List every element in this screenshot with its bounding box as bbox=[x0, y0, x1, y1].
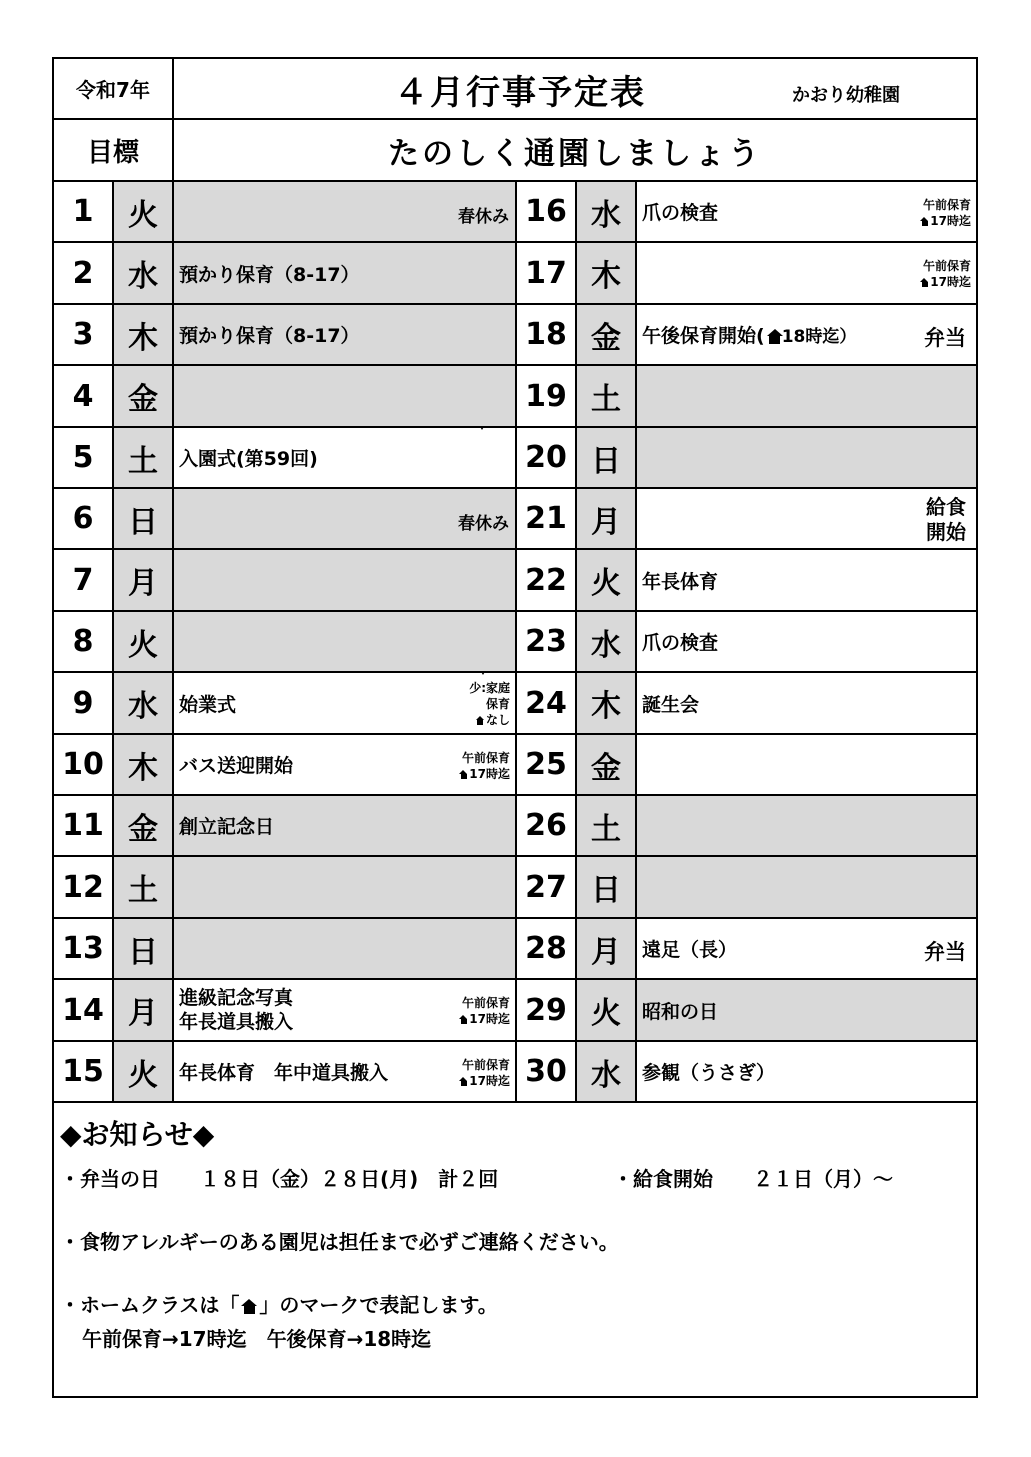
home-icon bbox=[459, 1015, 468, 1024]
event-text-time: 18時迄） bbox=[781, 327, 857, 347]
day-number: 15 bbox=[54, 1042, 114, 1103]
event-text: 預かり保育（8-17） bbox=[179, 325, 360, 347]
event-text: 爪の検査 bbox=[642, 632, 719, 654]
bento-label: 弁当 bbox=[924, 940, 966, 964]
event-text: 始業式 bbox=[179, 693, 237, 716]
note-text: 午前保育 bbox=[922, 259, 971, 273]
notice-section bbox=[54, 1103, 976, 1396]
note-text: 午前保育 bbox=[461, 750, 510, 765]
day-of-week: 日 bbox=[114, 919, 174, 980]
note-line bbox=[459, 1073, 510, 1089]
day-number: 5 bbox=[54, 428, 114, 489]
note-line bbox=[469, 696, 510, 712]
event-cell bbox=[637, 366, 976, 428]
event-text: 年長体育 年中道具搬入 bbox=[179, 1062, 389, 1084]
day-of-week: 土 bbox=[114, 857, 174, 919]
note-text: 保育 bbox=[485, 697, 510, 711]
note-text: 17時迄 bbox=[930, 275, 971, 289]
day-of-week: 火 bbox=[114, 1042, 174, 1103]
day-number: 16 bbox=[517, 182, 577, 243]
event-cell bbox=[174, 980, 517, 1042]
day-number: 9 bbox=[54, 673, 114, 735]
event-text: 遠足（長） bbox=[642, 939, 738, 961]
day-number: 19 bbox=[517, 366, 577, 428]
event-text: 年長道具搬入 bbox=[179, 1011, 294, 1033]
event-cell bbox=[637, 182, 976, 243]
day-number: 30 bbox=[517, 1042, 577, 1103]
home-icon bbox=[920, 217, 929, 226]
event-text: 入園式(第59回) bbox=[179, 448, 318, 470]
day-number: 23 bbox=[517, 612, 577, 673]
home-icon bbox=[459, 1077, 468, 1086]
note-line bbox=[459, 995, 510, 1011]
event-text: 進級記念写真 bbox=[179, 987, 294, 1009]
day-number: 11 bbox=[54, 796, 114, 857]
event-text: 預かり保育（8-17） bbox=[179, 263, 360, 286]
event-cell bbox=[637, 489, 976, 550]
day-number: 6 bbox=[54, 489, 114, 550]
home-icon bbox=[476, 716, 485, 725]
note-text: 17時迄 bbox=[469, 1012, 510, 1026]
day-of-week: 月 bbox=[114, 980, 174, 1042]
day-number: 7 bbox=[54, 550, 114, 612]
day-of-week: 水 bbox=[114, 673, 174, 735]
day-of-week: 金 bbox=[577, 735, 637, 796]
note-line bbox=[920, 197, 971, 213]
day-of-week: 月 bbox=[114, 550, 174, 612]
schedule-sheet bbox=[52, 57, 978, 1398]
home-icon bbox=[767, 329, 780, 341]
day-number: 28 bbox=[517, 919, 577, 980]
event-cell bbox=[637, 857, 976, 919]
note-text: 午前保育 bbox=[922, 197, 971, 212]
day-number: 21 bbox=[517, 489, 577, 550]
note-text: 17時迄 bbox=[469, 766, 510, 781]
event-cell bbox=[174, 673, 517, 735]
day-of-week: 月 bbox=[577, 489, 637, 550]
day-of-week: 日 bbox=[114, 489, 174, 550]
note-text: 少:家庭 bbox=[469, 681, 510, 695]
day-number: 8 bbox=[54, 612, 114, 673]
day-of-week: 水 bbox=[114, 243, 174, 305]
event-cell bbox=[174, 305, 517, 366]
event-cell bbox=[174, 428, 517, 489]
lunch-start-label bbox=[926, 495, 966, 545]
day-of-week: 土 bbox=[577, 796, 637, 857]
event-text: 誕生会 bbox=[642, 693, 700, 716]
event-cell bbox=[637, 796, 976, 857]
day-of-week: 水 bbox=[577, 1042, 637, 1103]
note-line bbox=[459, 1011, 510, 1027]
notice-homeclass bbox=[60, 1289, 498, 1318]
event-cell bbox=[637, 243, 976, 305]
day-of-week: 火 bbox=[114, 182, 174, 243]
day-of-week: 水 bbox=[577, 182, 637, 243]
notice-allergy: ・食物アレルギーのある園児は担任まで必ずご連絡ください。 bbox=[60, 1230, 619, 1254]
day-number: 12 bbox=[54, 857, 114, 919]
day-of-week: 金 bbox=[114, 796, 174, 857]
day-of-week: 木 bbox=[114, 735, 174, 796]
day-of-week: 金 bbox=[114, 366, 174, 428]
note-line bbox=[459, 750, 510, 766]
event-cell bbox=[174, 735, 517, 796]
event-note bbox=[459, 750, 510, 782]
era-label: 令和7年 bbox=[54, 59, 174, 120]
event-cell bbox=[174, 612, 517, 673]
day-number: 13 bbox=[54, 919, 114, 980]
notice-times: 午前保育→17時迄 午後保育→18時迄 bbox=[82, 1327, 432, 1351]
event-cell bbox=[637, 1042, 976, 1103]
day-number: 2 bbox=[54, 243, 114, 305]
bento-label: 弁当 bbox=[924, 326, 966, 350]
day-of-week: 木 bbox=[577, 673, 637, 735]
day-number: 14 bbox=[54, 980, 114, 1042]
event-cell bbox=[174, 919, 517, 980]
event-text: 参観（うさぎ） bbox=[642, 1062, 776, 1084]
page-title: ４月行事予定表 bbox=[394, 73, 646, 113]
home-icon bbox=[241, 1299, 257, 1314]
event-cell bbox=[637, 612, 976, 673]
goal-text: たのしく通園しましょう bbox=[174, 120, 976, 182]
day-of-week: 金 bbox=[577, 305, 637, 366]
day-number: 24 bbox=[517, 673, 577, 735]
day-number: 26 bbox=[517, 796, 577, 857]
day-of-week: 火 bbox=[114, 612, 174, 673]
event-cell bbox=[637, 980, 976, 1042]
title-cell bbox=[174, 59, 976, 120]
event-text: バス送迎開始 bbox=[179, 755, 294, 777]
day-number: 22 bbox=[517, 550, 577, 612]
day-of-week: 日 bbox=[577, 428, 637, 489]
note-line bbox=[469, 680, 510, 696]
event-cell bbox=[637, 305, 976, 366]
note-text: なし bbox=[485, 713, 510, 727]
day-number: 10 bbox=[54, 735, 114, 796]
day-number: 17 bbox=[517, 243, 577, 305]
lunch-start-line: 給食 bbox=[926, 495, 966, 519]
event-text: 午後保育開始( bbox=[642, 325, 765, 347]
day-of-week: 火 bbox=[577, 550, 637, 612]
event-text: 昭和の日 bbox=[642, 1000, 719, 1023]
day-of-week: 土 bbox=[114, 428, 174, 489]
home-icon bbox=[459, 770, 468, 779]
lunch-start-line: 開始 bbox=[926, 520, 966, 544]
event-cell bbox=[174, 1042, 517, 1103]
event-note bbox=[459, 995, 510, 1027]
notice-title: ◆お知らせ◆ bbox=[60, 1118, 215, 1151]
event-cell bbox=[637, 919, 976, 980]
event-cell bbox=[174, 182, 517, 243]
spring-break-label: 春休み bbox=[458, 207, 509, 227]
day-number: 27 bbox=[517, 857, 577, 919]
day-number: 18 bbox=[517, 305, 577, 366]
event-text: 爪の検査 bbox=[642, 202, 719, 224]
event-cell bbox=[637, 428, 976, 489]
spring-break-label: 春休み bbox=[458, 514, 509, 534]
event-note bbox=[459, 1057, 510, 1089]
note-line bbox=[459, 1057, 510, 1073]
day-of-week: 日 bbox=[577, 857, 637, 919]
day-number: 20 bbox=[517, 428, 577, 489]
day-number: 29 bbox=[517, 980, 577, 1042]
event-cell bbox=[174, 366, 517, 428]
note-line bbox=[920, 213, 971, 229]
event-note bbox=[920, 197, 971, 229]
day-of-week: 土 bbox=[577, 366, 637, 428]
note-line bbox=[920, 274, 971, 290]
note-text: 17時迄 bbox=[469, 1073, 510, 1088]
note-line bbox=[920, 258, 971, 274]
goal-label: 目標 bbox=[54, 120, 174, 182]
event-cell bbox=[637, 550, 976, 612]
event-note bbox=[920, 258, 971, 290]
day-number: 25 bbox=[517, 735, 577, 796]
notice-homeclass-a: ・ホームクラスは「 bbox=[60, 1293, 240, 1317]
day-of-week: 木 bbox=[114, 305, 174, 366]
event-text: 創立記念日 bbox=[179, 816, 275, 838]
day-number: 1 bbox=[54, 182, 114, 243]
event-cell bbox=[174, 243, 517, 305]
event-cell bbox=[174, 550, 517, 612]
day-of-week: 火 bbox=[577, 980, 637, 1042]
notice-lunch-start: ・給食開始 ２１日（月）～ bbox=[613, 1167, 893, 1191]
notice-homeclass-b: 」のマークで表記します。 bbox=[259, 1293, 498, 1317]
event-text: 年長体育 bbox=[642, 570, 719, 593]
notice-bento: ・弁当の日 １８日（金）２８日(月) 計２回 bbox=[60, 1167, 499, 1191]
note-line bbox=[459, 766, 510, 782]
note-text: 午前保育 bbox=[461, 996, 510, 1010]
event-cell bbox=[637, 735, 976, 796]
event-cell bbox=[174, 857, 517, 919]
day-of-week: 水 bbox=[577, 612, 637, 673]
day-number: 3 bbox=[54, 305, 114, 366]
event-cell bbox=[637, 673, 976, 735]
note-text: 午前保育 bbox=[461, 1057, 510, 1072]
event-cell bbox=[174, 489, 517, 550]
kindergarten-name: かおり幼稚園 bbox=[792, 85, 900, 106]
note-line bbox=[469, 712, 510, 728]
event-note bbox=[469, 680, 510, 728]
home-icon bbox=[920, 278, 929, 287]
day-of-week: 月 bbox=[577, 919, 637, 980]
event-cell bbox=[174, 796, 517, 857]
day-number: 4 bbox=[54, 366, 114, 428]
day-of-week: 木 bbox=[577, 243, 637, 305]
note-text: 17時迄 bbox=[930, 213, 971, 228]
